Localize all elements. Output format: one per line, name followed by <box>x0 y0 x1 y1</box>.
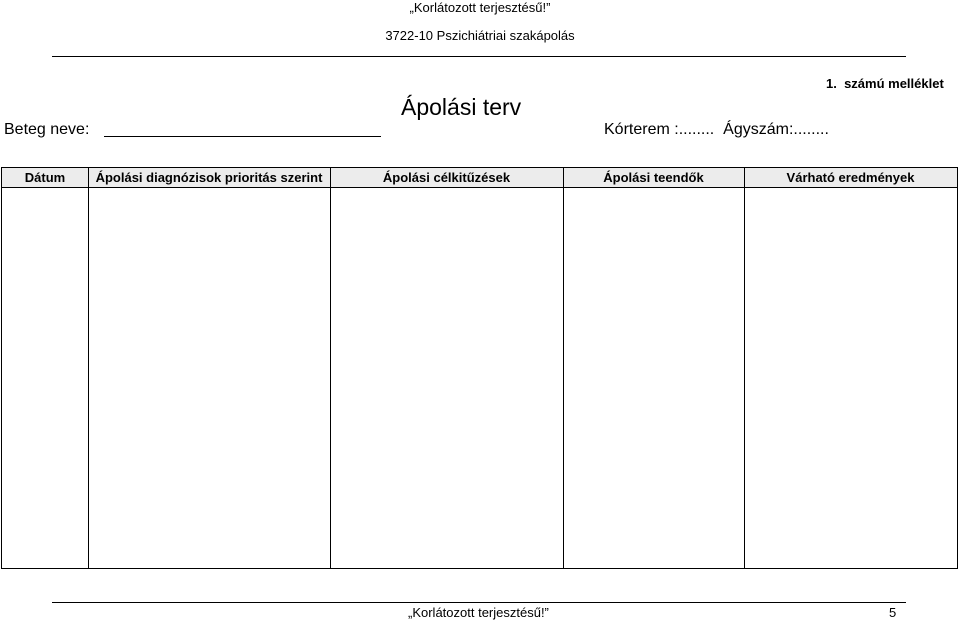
page-title: Ápolási terv <box>401 94 522 120</box>
column-header-tasks: Ápolási teendők <box>603 170 704 185</box>
patient-name-label: Beteg neve: <box>4 121 90 138</box>
page-number: 5 <box>889 605 897 620</box>
room-bed-label: Kórterem :........ Ágyszám:........ <box>604 121 829 138</box>
footer-divider <box>52 602 906 603</box>
patient-name-field[interactable] <box>104 136 381 137</box>
column-divider <box>88 168 89 568</box>
care-plan-table <box>1 167 958 569</box>
column-divider <box>563 168 564 568</box>
column-header-goals: Ápolási célkitűzések <box>382 170 511 185</box>
column-divider <box>744 168 745 568</box>
column-header-date: Dátum <box>24 170 66 185</box>
annex-label: 1. számú melléklet <box>826 76 944 91</box>
header-restriction: „Korlátozott terjesztésű!” <box>409 0 551 15</box>
table-header-row <box>2 168 957 188</box>
footer-restriction: „Korlátozott terjesztésű!” <box>408 605 549 620</box>
column-header-expected-results: Várható eredmények <box>786 170 915 185</box>
column-divider <box>330 168 331 568</box>
header-divider <box>52 56 906 57</box>
header-subtitle: 3722-10 Pszichiátriai szakápolás <box>385 28 575 43</box>
column-header-diagnoses: Ápolási diagnózisok prioritás szerint <box>95 170 323 185</box>
